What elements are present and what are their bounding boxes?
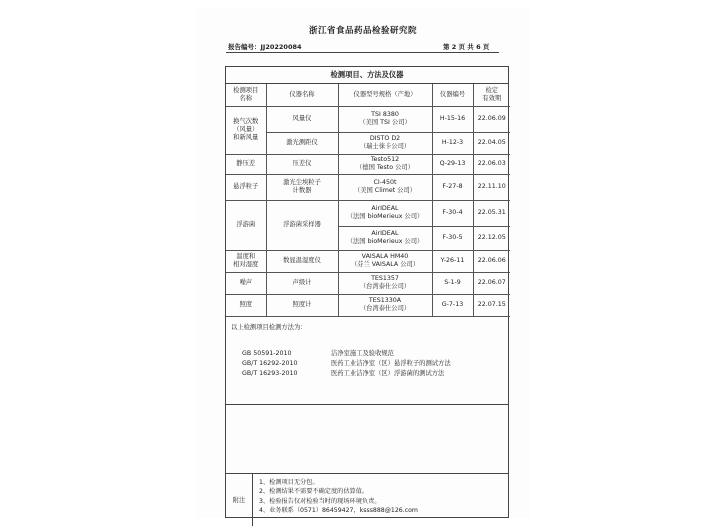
- note-item: 4、业务联系（0571）86459427，ksss888@126.com: [259, 507, 418, 515]
- cell-line: AirIDEAL: [371, 205, 399, 212]
- cell-test-item: [226, 272, 266, 294]
- table-row: [226, 132, 510, 154]
- report-page: [196, 8, 530, 518]
- method-line: GB 50591-2010 洁净室施工及验收规范: [242, 349, 394, 357]
- cell-line: 噪声: [239, 279, 253, 286]
- page-number: 第 2 页 共 6 页: [443, 43, 490, 51]
- cell-test-item: [226, 250, 266, 272]
- header-instrument: 仪器名称: [266, 84, 338, 106]
- cell-model: [338, 106, 432, 132]
- cell-line: 风量仪: [292, 115, 312, 122]
- cell-instrument: [266, 174, 338, 200]
- method-line: GB/T 16293-2010 医药工业洁净室（区）浮游菌的测试方法: [242, 369, 445, 377]
- cell-instrument: [266, 250, 338, 272]
- report-number: 报告编号：JJ20220084: [228, 43, 302, 51]
- cell-line: 声级计: [292, 279, 312, 286]
- cell-number: Q-29-13: [432, 154, 473, 174]
- cell-model: [338, 200, 432, 226]
- cell-line: 悬浮粒子: [233, 183, 259, 190]
- content-box: [225, 66, 509, 518]
- cell-test-item: [226, 294, 266, 316]
- table-title: 检测项目、方法及仪器: [226, 67, 508, 84]
- cell-test-item: [226, 200, 266, 250]
- cell-number: F-30-5: [432, 226, 473, 250]
- cell-line: 和新风量: [233, 134, 259, 141]
- cell-instrument: [266, 294, 338, 316]
- cell-instrument: [266, 272, 338, 294]
- cell-line: 照度: [239, 301, 253, 308]
- cell-line: 静压差: [236, 160, 256, 167]
- cell-calibration: 22.04.05: [473, 132, 510, 154]
- cell-line: 检测项目: [233, 86, 259, 94]
- cell-line: 检定: [485, 86, 499, 94]
- cell-model: [338, 294, 432, 316]
- cell-calibration: 22.11.10: [473, 174, 510, 200]
- table-row: [226, 106, 510, 132]
- cell-line: 相对湿度: [233, 261, 259, 268]
- method-line: GB/T 16292-2010 医药工业洁净室（区）悬浮粒子的测试方法: [242, 359, 451, 367]
- cell-line: 浮游菌采样器: [283, 221, 321, 228]
- cell-line: TES1357: [371, 275, 399, 282]
- cell-number: H-12-3: [432, 132, 473, 154]
- table-header-row: [226, 84, 510, 106]
- cell-line: 名称: [239, 94, 253, 102]
- cell-line: DISTO D2: [369, 135, 401, 142]
- cell-calibration: 22.05.31: [473, 200, 510, 226]
- cell-line: （风量）: [233, 126, 259, 133]
- cell-test-item: [226, 174, 266, 200]
- table-row: [226, 154, 510, 174]
- cell-calibration: 22.06.06: [473, 250, 510, 272]
- cell-calibration: 22.12.05: [473, 226, 510, 250]
- header-item: [226, 84, 266, 106]
- cell-number: S-1-9: [432, 272, 473, 294]
- cell-number: H-15-16: [432, 106, 473, 132]
- methods-intro: 以上检测项目检测方法为：: [231, 323, 307, 331]
- table-row: [226, 294, 510, 316]
- cell-model: [338, 154, 432, 174]
- cell-calibration: 22.06.09: [473, 106, 510, 132]
- cell-number: F-30-4: [432, 200, 473, 226]
- cell-line: （美国 Climet 公司）: [353, 187, 417, 194]
- cell-line: （芬兰 VAISALA 公司）: [350, 261, 420, 268]
- cell-line: 计数器: [292, 187, 312, 194]
- cell-instrument: [266, 200, 338, 250]
- cell-line: 温度和: [236, 253, 256, 260]
- cell-instrument: [266, 154, 338, 174]
- cell-model: [338, 226, 432, 250]
- blank-section: [226, 405, 508, 474]
- cell-line: 有效期: [482, 94, 502, 102]
- cell-line: 换气次数: [233, 118, 259, 125]
- note-item: 3、检验报告仅对检验当时的现场环境负责。: [259, 497, 381, 505]
- cell-number: G-7-13: [432, 294, 473, 316]
- table-row: [226, 250, 510, 272]
- header-number: 仪器编号: [432, 84, 473, 106]
- cell-number: F-27-8: [432, 174, 473, 200]
- cell-line: AirIDEAL: [371, 230, 399, 237]
- table-row: [226, 272, 510, 294]
- notes-label: 附注: [226, 474, 253, 526]
- table-row: [226, 174, 510, 200]
- cell-line: （台湾泰仕公司）: [359, 283, 411, 290]
- cell-model: [338, 174, 432, 200]
- cell-line: （瑞士徕卡公司）: [359, 143, 411, 150]
- cell-line: 浮游菌: [236, 221, 256, 228]
- institute-title: 浙江省食品药品检验研究院: [308, 26, 417, 36]
- cell-calibration: 22.06.07: [473, 272, 510, 294]
- cell-line: VAISALA HM40: [361, 253, 409, 260]
- cell-model: [338, 250, 432, 272]
- cell-line: 压差仪: [292, 160, 312, 167]
- cell-line: Testo512: [370, 156, 400, 163]
- note-item: 1、检测项目无分包。: [259, 478, 319, 486]
- cell-line: （法国 bioMerieux 公司）: [346, 238, 424, 245]
- cell-line: TES1330A: [368, 297, 402, 304]
- methods-section: [226, 317, 508, 405]
- cell-line: CI-450t: [373, 179, 397, 186]
- header-rule: [226, 52, 499, 53]
- cell-line: （美国 TSI 公司）: [359, 119, 411, 126]
- cell-number: Y-26-11: [432, 250, 473, 272]
- cell-line: 激光尘埃粒子: [283, 179, 321, 186]
- cell-line: （台湾泰仕公司）: [359, 305, 411, 312]
- cell-line: 激光测距仪: [286, 139, 318, 146]
- cell-line: TSI 8380: [371, 111, 399, 118]
- notes-section: [226, 474, 508, 526]
- notes-list: [259, 478, 418, 516]
- header-model: 仪器型号规格（产地）: [338, 84, 432, 106]
- cell-model: [338, 132, 432, 154]
- cell-line: （法国 bioMerieux 公司）: [346, 213, 424, 220]
- cell-line: 照度计: [292, 301, 312, 308]
- header-calibration: [473, 84, 510, 106]
- cell-test-item: [226, 106, 266, 154]
- cell-instrument: [266, 132, 338, 154]
- note-item: 2、检测结果不需要不确定度的估算值。: [259, 488, 369, 496]
- equipment-table: [226, 84, 510, 317]
- cell-line: 数显温湿度仪: [283, 257, 321, 264]
- cell-instrument: [266, 106, 338, 132]
- cell-model: [338, 272, 432, 294]
- cell-line: （德国 Testo 公司）: [355, 164, 415, 171]
- cell-calibration: 22.07.15: [473, 294, 510, 316]
- cell-calibration: 22.06.03: [473, 154, 510, 174]
- table-row: [226, 200, 510, 226]
- cell-test-item: [226, 154, 266, 174]
